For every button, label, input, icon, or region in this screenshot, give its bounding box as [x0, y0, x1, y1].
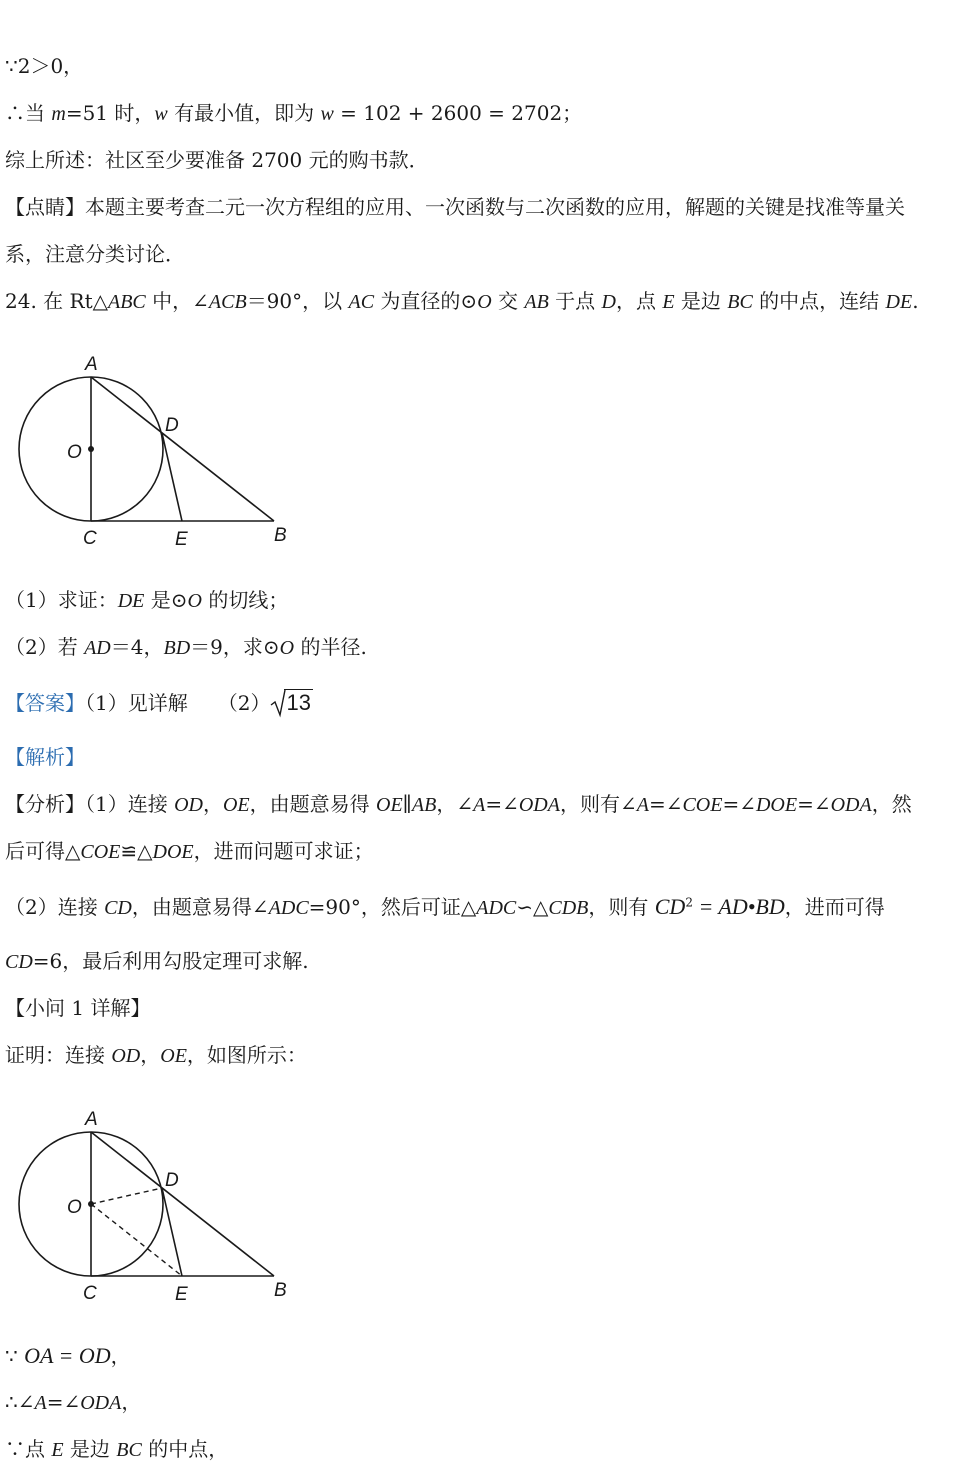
sqrt-13: 13	[270, 692, 312, 714]
label-C: C	[83, 1283, 97, 1304]
text-line: 【分析】（1）连接 OD，OE，由题意易得 OE∥AB，∠A=∠ODA，则有∠A=∠COE=∠DOE=∠ODA，然	[5, 792, 912, 816]
label-E: E	[175, 529, 188, 550]
label-C: C	[83, 528, 97, 549]
text-line: ∴∠A=∠ODA，	[5, 1390, 142, 1414]
text-line: ∵点 E 是边 BC 的中点，	[5, 1437, 229, 1461]
part-1: （1）求证：DE 是⊙O 的切线；	[5, 588, 289, 612]
label-D: D	[165, 1170, 179, 1191]
label-A: A	[85, 1109, 98, 1130]
geometry-figure-dashed	[10, 1100, 300, 1310]
text-line: CD=6，最后利用勾股定理可求解.	[5, 949, 309, 973]
text-line: ∵ OA = OD，	[5, 1343, 131, 1368]
label-D: D	[165, 415, 179, 436]
text-line: 证明：连接 OD，OE，如图所示：	[5, 1043, 307, 1067]
label-E: E	[175, 1284, 188, 1305]
label-B: B	[274, 525, 287, 546]
text-line: ∴当 m=51 时，w 有最小值，即为 w = 102 + 2600 = 2702；	[5, 101, 583, 125]
text-line: 【点睛】本题主要考查二元一次方程组的应用、一次函数与二次函数的应用，解题的关键是找准等量关	[5, 195, 905, 219]
label-O: O	[67, 1197, 82, 1218]
label-O: O	[67, 442, 82, 463]
subquestion-1-label: 【小问 1 详解】	[5, 996, 151, 1020]
analysis-label: 【解析】	[5, 745, 85, 769]
label-A: A	[85, 354, 98, 375]
text-line: 后可得△COE≌△DOE，进而问题可求证；	[5, 839, 374, 863]
text-line: （2）连接 CD，由题意易得∠ADC=90°，然后可证△ADC∽△CDB，则有 $CD^2$ = AD•BD，进而可得	[5, 894, 885, 919]
answer-label: 【答案】	[5, 691, 85, 715]
text-line: ∵2＞0，	[5, 54, 84, 78]
text-line: 系，注意分类讨论．	[5, 242, 185, 266]
part-2: （2）若 AD＝4，BD＝9，求⊙O 的半径.	[5, 635, 367, 659]
text-line: 综上所述：社区至少要准备 2700 元的购书款．	[5, 148, 429, 172]
label-B: B	[274, 1280, 287, 1301]
answer-line: 【答案】（1）见详解 （2） 13	[5, 690, 311, 715]
geometry-figure	[10, 345, 300, 555]
question-24: 24. 在 Rt△ABC 中，∠ACB＝90°，以 AC 为直径的⊙O 交 AB 于点 D，点 E 是边 BC 的中点，连结 DE.	[5, 289, 919, 313]
